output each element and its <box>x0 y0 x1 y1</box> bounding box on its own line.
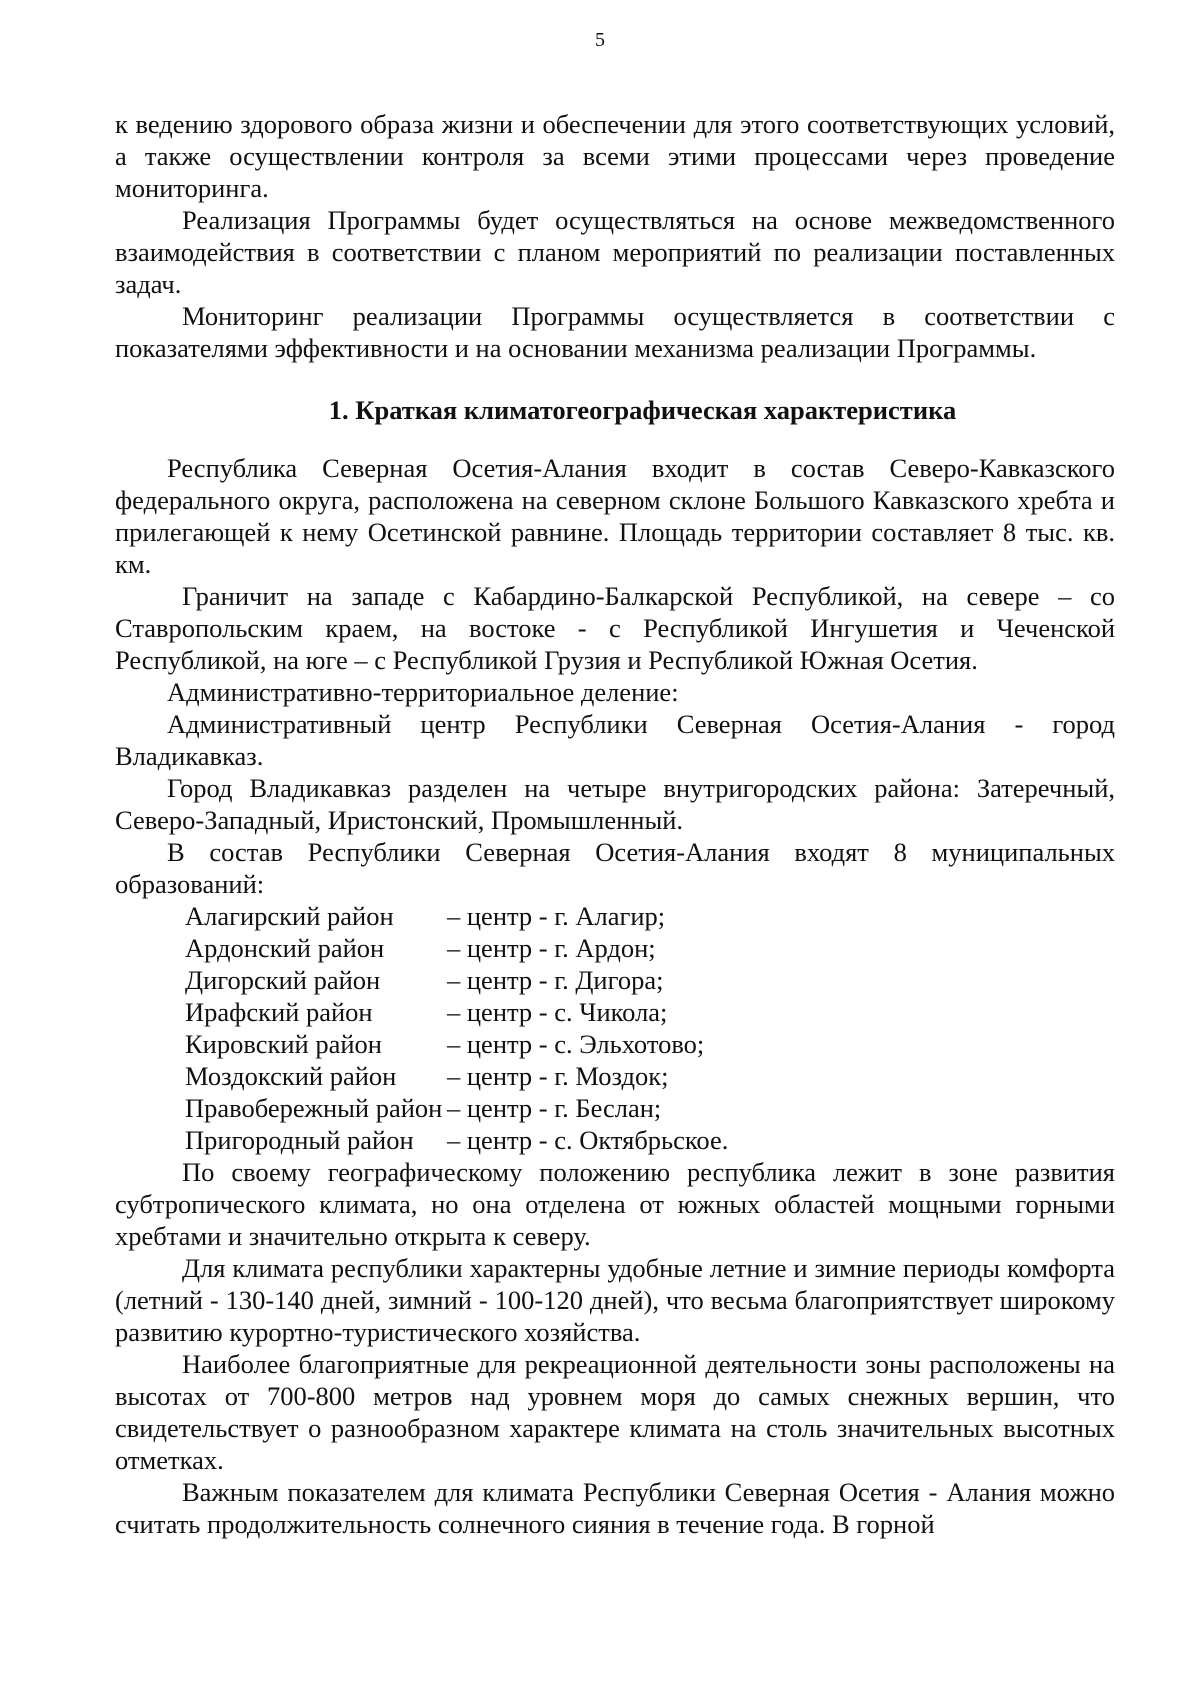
body-paragraph: Административный центр Республики Северная Осетия-Алания - город Владикавказ. <box>115 709 1115 771</box>
list-item <box>115 1028 1115 1060</box>
intro-paragraph: Реализация Программы будет осуществляться на основе межведомственного взаимодействия в соответствии с планом мероприятий по реализации поставленных задач. <box>115 205 1115 299</box>
district-center: – центр - г. Алагир; <box>447 901 666 931</box>
district-name: Моздокский район <box>185 1061 397 1091</box>
list-item <box>115 1060 1115 1092</box>
body-paragraph: Административно-территориальное деление: <box>167 677 679 707</box>
body-paragraph: Граничит на западе с Кабардино-Балкарской Республикой, на севере – со Ставропольским краем, на востоке - с Республикой Ингушетия и Чеченской Республикой, на юге – с Республикой Грузия и Республикой Южная Осетия. <box>115 581 1115 675</box>
list-item <box>115 1124 1115 1156</box>
intro-paragraph: Мониторинг реализации Программы осуществляется в соответствии с показателями эффективности и на основании механизма реализации Программы. <box>115 301 1115 363</box>
district-list <box>115 900 1115 1156</box>
document-body <box>115 108 1115 1540</box>
body-paragraph: Наиболее благоприятные для рекреационной деятельности зоны расположены на высотах от 700-800 метров над уровнем моря до самых снежных вершин, что свидетельствует о разнообразном характере климата на столь значительных высотных отметках. <box>115 1349 1115 1475</box>
body-paragraph: В состав Республики Северная Осетия-Алания входят 8 муниципальных образований: <box>115 837 1115 899</box>
body-paragraph: Важным показателем для климата Республики Северная Осетия - Алания можно считать продолжительность солнечного сияния в течение года. В горной <box>115 1477 1115 1539</box>
district-name: Алагирский район <box>185 901 394 931</box>
district-name: Правобережный район <box>185 1093 443 1123</box>
list-item <box>115 996 1115 1028</box>
district-center: – центр - г. Дигора; <box>447 965 664 995</box>
district-name: Кировский район <box>185 1029 382 1059</box>
list-item <box>115 900 1115 932</box>
district-center: – центр - г. Ардон; <box>447 933 656 963</box>
district-center: – центр - с. Октябрьское. <box>447 1125 729 1155</box>
body-paragraph: По своему географическому положению республика лежит в зоне развития субтропического климата, но она отделена от южных областей мощными горными хребтами и значительно открыта к северу. <box>115 1157 1115 1251</box>
body-paragraph: Город Владикавказ разделен на четыре внутригородских района: Затеречный, Северо-Западный, Иристонский, Промышленный. <box>115 773 1115 835</box>
intro-paragraph: к ведению здорового образа жизни и обеспечении для этого соответствующих условий, а также осуществлении контроля за всеми этими процессами через проведение мониторинга. <box>115 109 1115 203</box>
list-item <box>115 964 1115 996</box>
district-name: Ардонский район <box>185 933 385 963</box>
body-paragraph: Для климата республики характерны удобные летние и зимние периоды комфорта (летний - 130-140 дней, зимний - 100-120 дней), что весьма благоприятствует широкому развитию курортно-туристического хозяйства. <box>115 1253 1115 1347</box>
body-paragraph: Республика Северная Осетия-Алания входит в состав Северо-Кавказского федерального округа, расположена на северном склоне Большого Кавказского хребта и прилегающей к нему Осетинской равнине. Площадь территории составляет 8 тыс. кв. км. <box>115 453 1115 579</box>
district-name: Пригородный район <box>185 1125 414 1155</box>
district-center: – центр - с. Чикола; <box>447 997 668 1027</box>
district-center: – центр - г. Моздок; <box>447 1061 669 1091</box>
district-name: Дигорский район <box>185 965 381 995</box>
district-name: Ирафский район <box>185 997 373 1027</box>
page-number: 5 <box>595 29 605 51</box>
district-center: – центр - г. Беслан; <box>447 1093 662 1123</box>
list-item <box>115 932 1115 964</box>
district-center: – центр - с. Эльхотово; <box>447 1029 705 1059</box>
list-item <box>115 1092 1115 1124</box>
section-heading: 1. Краткая климатогеографическая характеристика <box>328 395 957 425</box>
